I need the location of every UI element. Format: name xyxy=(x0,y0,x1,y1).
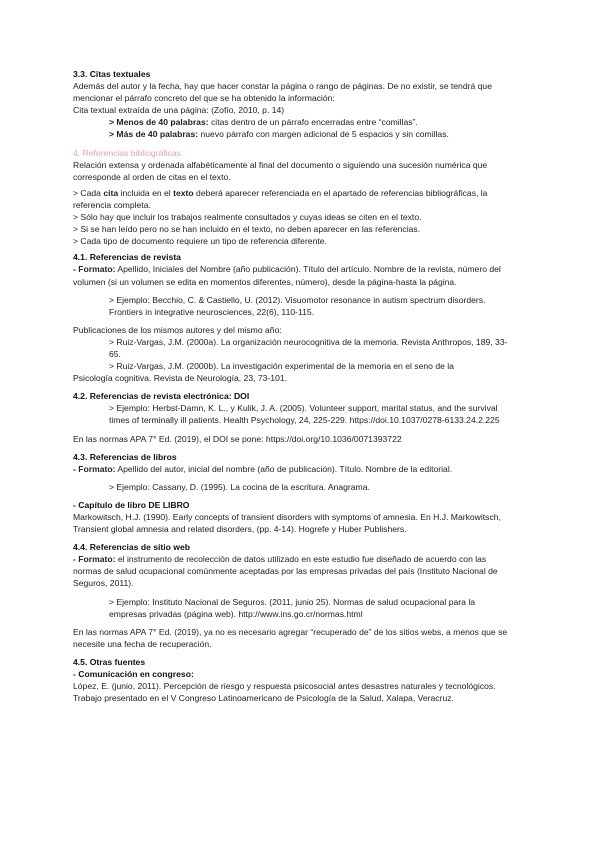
list-item: > Sólo hay que incluir los trabajos realmente consultados y cuyas ideas se citen en el texto. xyxy=(73,212,422,223)
subheading-congress: - Comunicación en congreso: xyxy=(73,669,194,680)
paragraph: Publicaciones de los mismos autores y del mismo año: xyxy=(73,324,282,335)
example: > Ejemplo: Herbst-Damn, K. L., y Kulik, J. A. (2005). Volunteer support, marital status, and the survival times of terminally ill patients. Health Psychology, 24, 225-229. https://doi.10.1037/0278-6133.24.2.225 xyxy=(109,403,500,426)
paragraph: En las normas APA 7° Ed. (2019), el DOI se pone: https://doi.org/10.1036/0071393722 xyxy=(73,433,402,444)
section-heading-4-2: 4.2. Referencias de revista electrónica: DOI xyxy=(73,391,250,402)
paragraph: Relación extensa y ordenada alfabéticamente al final del documento o siguiendo una sucesión numérica que corresponde al orden de citas en el texto. xyxy=(73,159,488,182)
paragraph: Markowitsch, H.J. (1990). Early concepts of transient disorders with symptoms of amnesia. En H.J. Markowitsch, Transient global amnesia and related disorders, (pp. 4-14). Hogrefe y Huber Publishers. xyxy=(73,512,501,535)
example-continuation: Psicología cognitiva. Revista de Neurología, 23, 73-101. xyxy=(73,373,288,384)
section-heading-4-5: 4.5. Otras fuentes xyxy=(73,656,146,667)
paragraph: Cita textual extraída de una página: (Zofío, 2010, p. 14) xyxy=(73,105,285,116)
paragraph: En las normas APA 7° Ed. (2019), ya no es necesario agregar “recuperado de” de los sitios webs, a menos que se necesite una fecha de recuperación. xyxy=(73,626,508,649)
example: > Ejemplo: Becchio, C. & Castiello, U. (2012). Visuomotor resonance in autism spectrum disorders. Frontiers in integrative neurosciences, 22(6), 110-115. xyxy=(109,294,486,317)
example: > Ruiz-Vargas, J.M. (2000b). La investigación experimental de la memoria en el seno de la xyxy=(109,361,454,372)
example: > Ejemplo: Cassany, D. (1995). La cocina de la escritura. Anagrama. xyxy=(109,481,370,492)
bullet-item: > Menos de 40 palabras: citas dentro de un párrafo encerradas entre “comillas”. xyxy=(109,117,418,128)
list-item: > Cada tipo de documento requiere un tipo de referencia diferente. xyxy=(73,236,327,247)
example: > Ruiz-Vargas, J.M. (2000a). La organización neurocognitiva de la memoria. Revista Anthropos, 189, 33-65. xyxy=(109,336,508,359)
bullet-item: > Más de 40 palabras: nuevo párrafo con margen adicional de 5 espacios y sin comillas. xyxy=(109,129,449,140)
section-heading-4-1: 4.1. Referencias de revista xyxy=(73,252,181,263)
section-heading-4: 4. Referencias bibliográficas xyxy=(73,147,181,158)
paragraph: Además del autor y la fecha, hay que hacer constar la página o rango de páginas. De no existir, se tendrá que mencionar el párrafo concreto del que se ha obtenido la información: xyxy=(73,81,492,104)
list-item: > Si se han leído pero no se han incluido en el texto, no deben aparecer en las referencias. xyxy=(73,224,421,235)
format-paragraph: - Formato: el instrumento de recolección de datos utilizado en este estudio fue diseñado de acuerdo con las normas de salud ocupacional comúnmente aceptadas por las empresas privadas del país (Instituto Nacional de Seguros, 2011). xyxy=(73,554,498,589)
section-heading-4-4: 4.4. Referencias de sitio web xyxy=(73,542,191,553)
list-item: > Cada cita incluida en el texto deberá aparecer referenciada en el apartado de referencias bibliográficas, la referencia completa. xyxy=(73,187,488,210)
subheading-book-chapter: - Capítulo de libro DE LIBRO xyxy=(73,499,190,510)
format-paragraph: - Formato: Apellido del autor, inicial del nombre (año de publicación). Título. Nombre de la editorial. xyxy=(73,463,453,474)
section-heading-3-3: 3.3. Citas textuales xyxy=(73,69,151,79)
document-page xyxy=(73,68,513,704)
example: > Ejemplo: Instituto Nacional de Seguros. (2011, junio 25). Normas de salud ocupacional para la empresas privadas (página web). http://www.ins.go.cr/normas.html xyxy=(109,596,476,619)
section-heading-4-3: 4.3. Referencias de libros xyxy=(73,451,177,462)
paragraph: López, E. (junio, 2011). Percepción de riesgo y respuesta psicosocial antes desastres naturales y tecnológicos. Trabajo presentado en el V Congreso Latinoamericano de Psicología de la Salud, Xalapa, Veracruz. xyxy=(73,681,496,704)
format-paragraph: - Formato: Apellido, Iniciales del Nombre (año publicación). Título del artículo. Nombre de la revista, número del volumen (si un volumen se edita en momentos diferentes, número), desde la página-hasta la página. xyxy=(73,264,501,287)
